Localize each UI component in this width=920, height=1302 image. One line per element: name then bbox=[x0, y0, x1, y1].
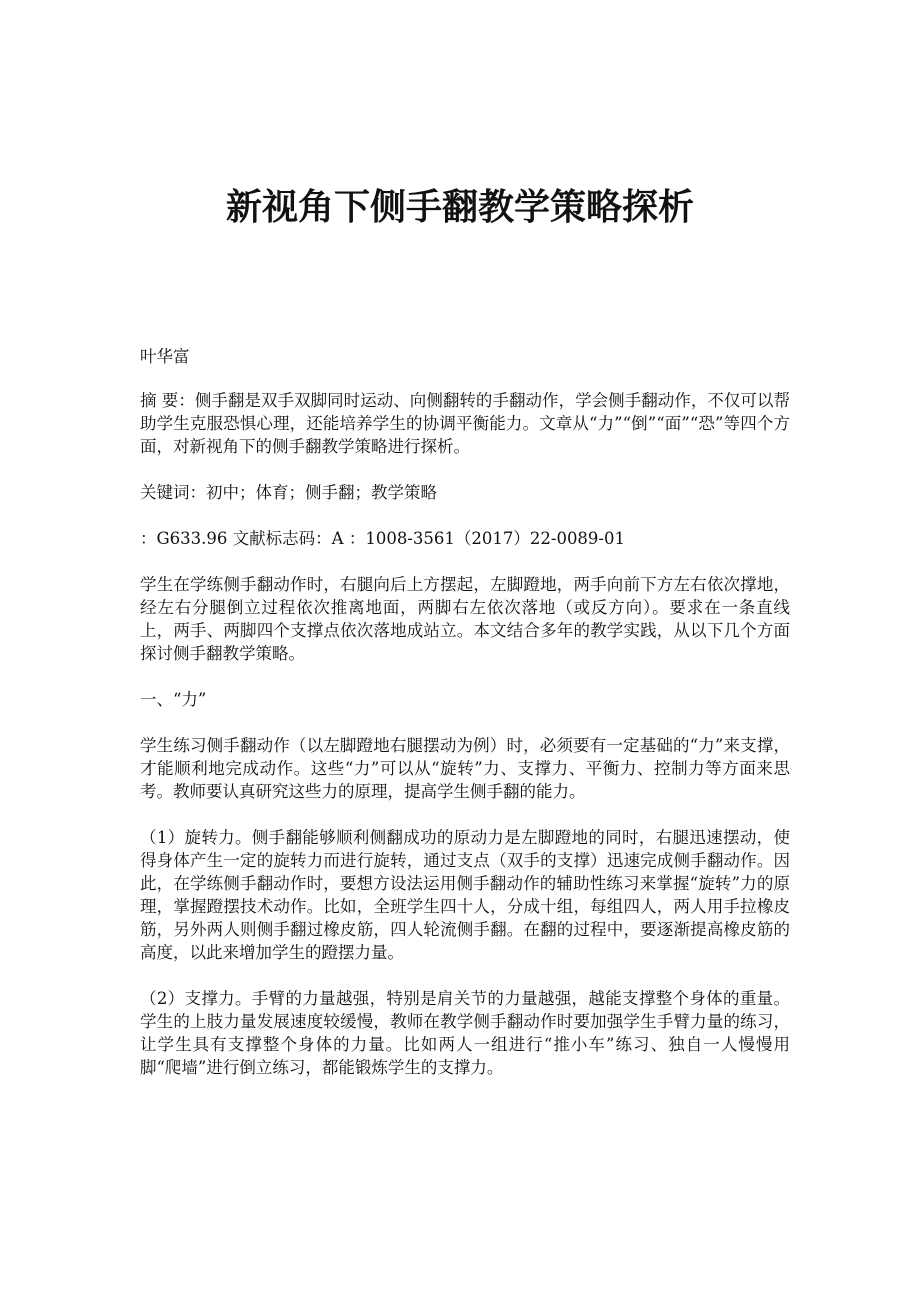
rotation-force-paragraph: （1）旋转力。侧手翻能够顺利侧翻成功的原动力是左脚蹬地的同时，右腿迅速摆动，使得身体产生一定的旋转力而进行旋转，通过支点（双手的支撑）迅速完成侧手翻动作。因此，在学练侧手翻动作时，要想方设法运用侧手翻动作的辅助性练习来掌握“旋转”力的原理，掌握蹬摆技术动作。比如，全班学生四十人，分成十组，每组四人，两人用手拉橡皮筋，另外两人则侧手翻过橡皮筋，四人轮流侧手翻。在翻的过程中，要逐渐提高橡皮筋的高度，以此来增加学生的蹬摆力量。 bbox=[140, 828, 790, 962]
section-intro-paragraph: 学生练习侧手翻动作（以左脚蹬地右腿摆动为例）时，必须要有一定基础的“力”来支撑，才能顺利地完成动作。这些“力”可以从“旋转”力、支撑力、平衡力、控制力等方面来思考。教师要认真研究这些力的原理，提高学生侧手翻的能力。 bbox=[140, 736, 790, 801]
article-title: 新视角下侧手翻教学策略探析 bbox=[225, 187, 694, 228]
section-heading: 一、“力” bbox=[140, 690, 207, 709]
intro-paragraph: 学生在学练侧手翻动作时，右腿向后上方摆起，左脚蹬地，两手向前下方左右依次撑地，经左右分腿倒立过程依次推离地面，两脚右左依次落地（或反方向）。要求在一条直线上，两手、两脚四个支撑点依次落地成站立。本文结合多年的教学实践，从以下几个方面探讨侧手翻教学策略。 bbox=[140, 575, 790, 663]
keywords-line: 关键词：初中；体育；侧手翻；教学策略 bbox=[140, 483, 437, 502]
author-name: 叶华富 bbox=[140, 347, 190, 366]
support-force-paragraph: （2）支撑力。手臂的力量越强，特别是肩关节的力量越强，越能支撑整个身体的重量。学生的上肢力量发展速度较缓慢，教师在教学侧手翻动作时要加强学生手臂力量的练习，让学生具有支撑整个身体的力量。比如两人一组进行“推小车”练习、独自一人慢慢用脚“爬墙”进行倒立练习，都能锻炼学生的支撑力。 bbox=[140, 989, 790, 1077]
classification-line: ：G633.96 文献标志码：A ：1008-3561（2017）22-0089-01 bbox=[140, 529, 626, 548]
article-body bbox=[140, 345, 790, 1102]
abstract-paragraph: 摘 要：侧手翻是双手双脚同时运动、向侧翻转的手翻动作，学会侧手翻动作，不仅可以帮助学生克服恐惧心理，还能培养学生的协调平衡能力。文章从“力”“倒”“面”“恐”等四个方面，对新视角下的侧手翻教学策略进行探析。 bbox=[140, 391, 790, 456]
